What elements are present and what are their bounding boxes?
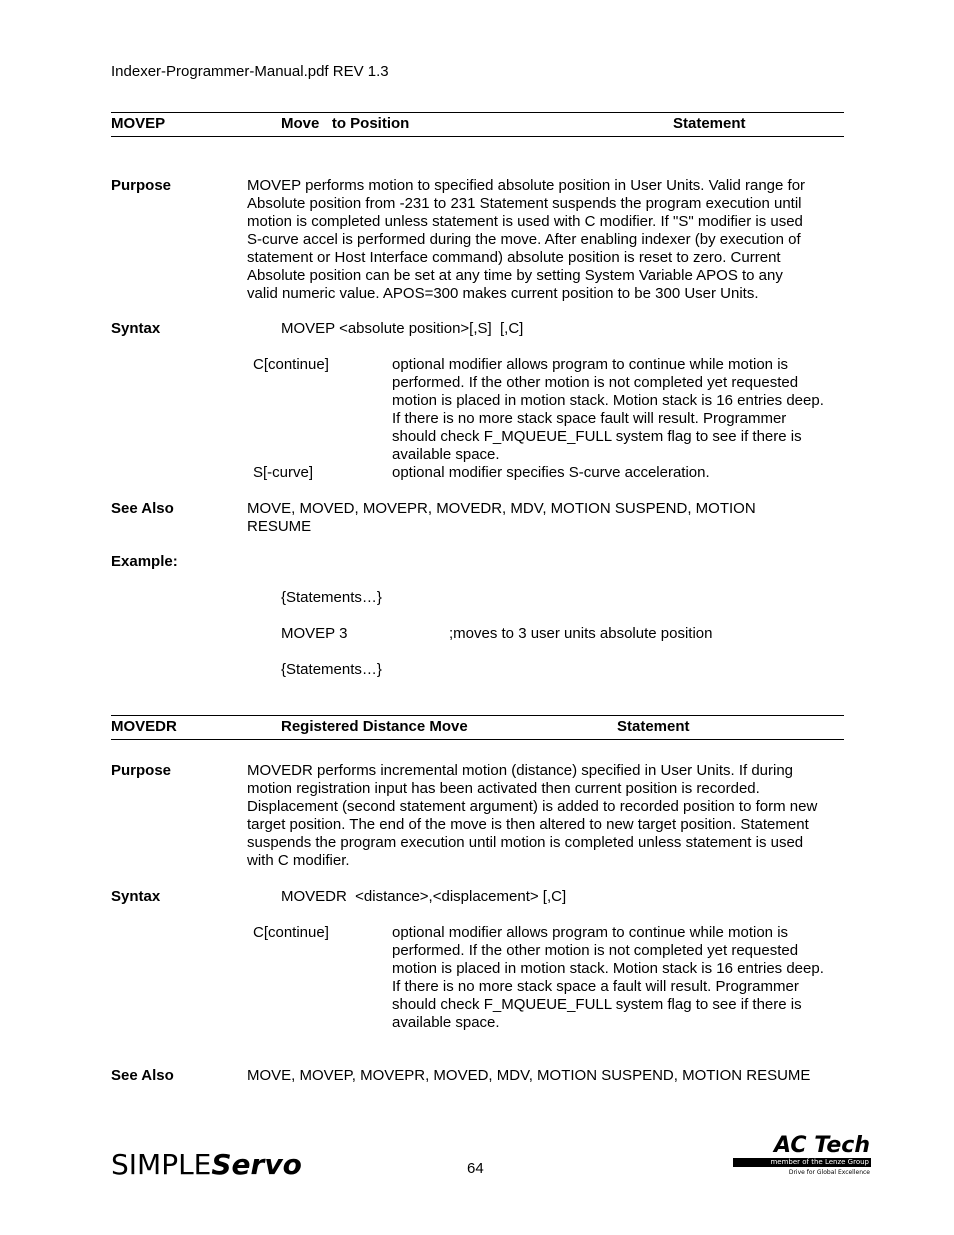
movedr-description: Registered Distance Move	[281, 718, 468, 735]
movep-example-statements-after: {Statements…}	[281, 661, 382, 678]
movep-purpose-line: motion is completed unless statement is used with C modifier. If "S" modifier is used	[247, 213, 803, 230]
movep-purpose-line: S-curve accel is performed during the move. After enabling indexer (by execution of	[247, 231, 801, 248]
movep-purpose-line: Absolute position can be set at any time by setting System Variable APOS to any	[247, 267, 783, 284]
movep-top-rule	[111, 112, 844, 113]
movedr-see-also-label: See Also	[111, 1067, 174, 1084]
modifier-desc-line: motion is placed in motion stack. Motion stack is 16 entries deep.	[392, 392, 824, 409]
modifier-desc-line: optional modifier allows program to continue while motion is	[392, 356, 789, 373]
page-number: 64	[467, 1160, 484, 1177]
movep-modifier-scurve-desc: optional modifier specifies S-curve acceleration.	[392, 464, 710, 481]
movep-purpose-line: MOVEP performs motion to specified absolute position in User Units. Valid range for	[247, 177, 806, 194]
modifier-desc-line: performed. If the other motion is not completed yet requested	[392, 374, 799, 391]
movep-see-also-line: MOVE, MOVED, MOVEPR, MOVEDR, MDV, MOTION SUSPEND, MOTION	[247, 500, 756, 517]
movedr-top-rule	[111, 715, 844, 716]
movep-purpose-line: valid numeric value. APOS=300 makes current position to be 300 User Units.	[247, 285, 759, 302]
movedr-bottom-rule	[111, 739, 844, 740]
movep-syntax: MOVEP <absolute position>[,S] [,C]	[281, 320, 524, 337]
movedr-see-also: MOVE, MOVEP, MOVEPR, MOVED, MDV, MOTION SUSPEND, MOTION RESUME	[247, 1067, 811, 1084]
modifier-desc-line: motion is placed in motion stack. Motion stack is 16 entries deep.	[392, 960, 824, 977]
modifier-desc-line: should check F_MQUEUE_FULL system flag to see if there is	[392, 428, 802, 445]
movep-see-also-line: RESUME	[247, 518, 312, 535]
movep-purpose-line: Absolute position from -231 to 231 Statement suspends the program execution until	[247, 195, 802, 212]
modifier-desc-line: available space.	[392, 1014, 500, 1031]
document-title: Indexer-Programmer-Manual.pdf REV 1.3	[111, 63, 389, 80]
actech-logo	[733, 1134, 871, 1178]
movep-syntax-label: Syntax	[111, 320, 161, 337]
actech-tagline: Drive for Global Excellence	[788, 1169, 870, 1176]
movep-name: MOVEP	[111, 115, 166, 132]
modifier-desc-line: should check F_MQUEUE_FULL system flag to see if there is	[392, 996, 802, 1013]
movep-example-statements-before: {Statements…}	[281, 589, 382, 606]
logo-simple-text: SIMPLE	[111, 1148, 212, 1181]
movep-example-comment: ;moves to 3 user units absolute position	[449, 625, 713, 642]
movep-bottom-rule	[111, 136, 844, 137]
movep-modifier-scurve-name: S[-curve]	[253, 464, 314, 481]
movep-example-code: MOVEP 3	[281, 625, 348, 642]
movep-purpose-line: statement or Host Interface command) absolute position is reset to zero. Current	[247, 249, 781, 266]
movep-kind: Statement	[673, 115, 746, 132]
movedr-purpose-line: with C modifier.	[247, 852, 350, 869]
movedr-purpose-line: suspends the program execution until motion is completed unless statement is used	[247, 834, 804, 851]
movedr-kind: Statement	[617, 718, 690, 735]
movep-description: Move to Position	[281, 115, 410, 132]
modifier-desc-line: performed. If the other motion is not completed yet requested	[392, 942, 799, 959]
simpleservo-logo	[111, 1148, 302, 1182]
actech-member-bar: member of the Lenze Group	[733, 1158, 871, 1167]
movep-see-also-label: See Also	[111, 500, 174, 517]
movedr-syntax-label: Syntax	[111, 888, 161, 905]
movep-example-label: Example:	[111, 553, 178, 570]
modifier-desc-line: optional modifier allows program to continue while motion is	[392, 924, 789, 941]
movedr-purpose-line: target position. The end of the move is then altered to new target position. Statement	[247, 816, 809, 833]
actech-brand: AC Tech	[774, 1133, 870, 1158]
modifier-desc-line: available space.	[392, 446, 500, 463]
movedr-purpose-line: motion registration input has been activated then current position is recorded.	[247, 780, 760, 797]
movep-purpose-label: Purpose	[111, 177, 172, 194]
movedr-name: MOVEDR	[111, 718, 177, 735]
movedr-syntax: MOVEDR <distance>,<displacement> [,C]	[281, 888, 567, 905]
movedr-modifier-continue-name: C[continue]	[253, 924, 329, 941]
movedr-purpose-line: Displacement (second statement argument) is added to recorded position to form new	[247, 798, 818, 815]
logo-servo-text: Servo	[211, 1148, 302, 1181]
movedr-purpose-line: MOVEDR performs incremental motion (distance) specified in User Units. If during	[247, 762, 794, 779]
modifier-desc-line: If there is no more stack space fault will result. Programmer	[392, 410, 787, 427]
modifier-desc-line: If there is no more stack space a fault will result. Programmer	[392, 978, 799, 995]
movedr-purpose-label: Purpose	[111, 762, 172, 779]
movep-modifier-continue-name: C[continue]	[253, 356, 329, 373]
